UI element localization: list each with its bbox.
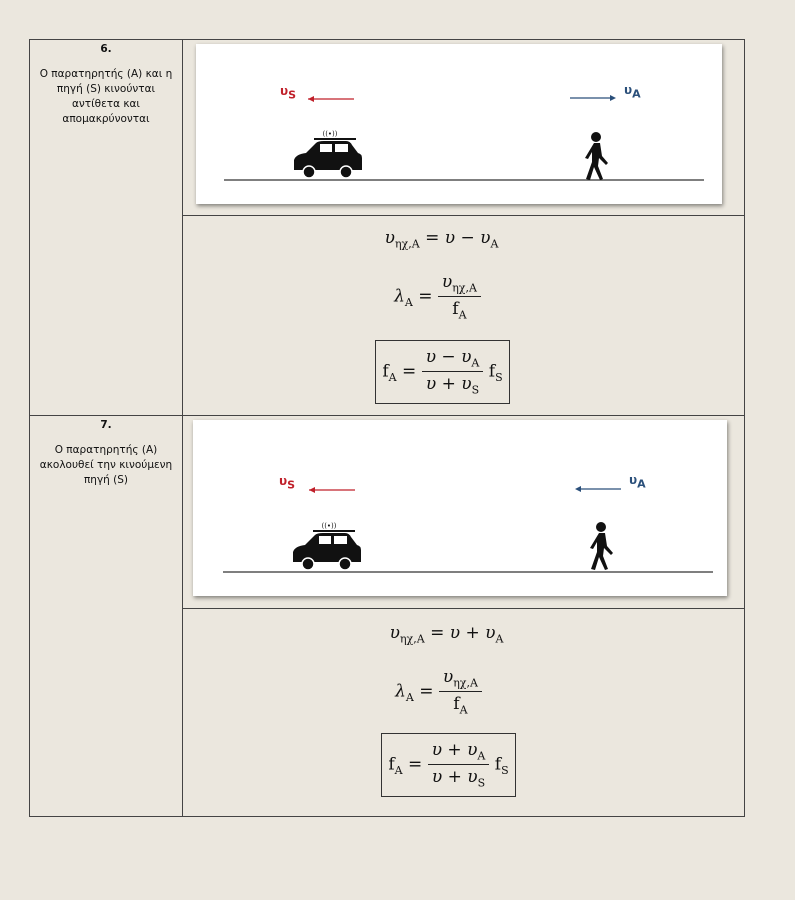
case-6-description: Ο παρατηρητής (A) και η πηγή (S) κινούνται αντίθετα και απομακρύνονται (39, 68, 173, 125)
case-7-equation-3: $f_A$ = $\frac{\upsilon + \upsilon_A}{\upsilon + \upsilon_S}$ $f_S$ (183, 733, 744, 797)
walking-person-icon (590, 522, 613, 570)
case-7-cell (30, 416, 183, 817)
case-6-equation-1: $\upsilon_{\eta\chi,A} = \upsilon - \upsilon_A$ (384, 228, 499, 251)
case-6-scene (183, 40, 745, 216)
case-7-equation-1: $\upsilon_{\eta\chi,A} = \upsilon + \upsilon_A$ (389, 623, 504, 646)
case-6-number: 6. (100, 43, 112, 55)
doppler-table (29, 39, 745, 817)
case-7-diagram-panel (193, 420, 727, 596)
case-7-va-label: $\upsilon_A$ (629, 473, 646, 491)
case-6-vs-label: $\upsilon_S$ (280, 84, 297, 102)
case-6-diagram-panel (196, 44, 722, 204)
svg-text:((•)): ((•)) (321, 522, 337, 530)
case-7-source-arrowhead (309, 487, 315, 493)
case-7-diagram (193, 420, 727, 596)
svg-text:((•)): ((•)) (322, 130, 338, 138)
case-6-source-arrowhead (308, 96, 314, 102)
car-icon (293, 522, 361, 570)
case-7-description: Ο παρατηρητής (A) ακολουθεί την κινούμενη πηγή (S) (39, 444, 173, 486)
case-7-formulas (183, 609, 745, 817)
case-7-equation-2: $\lambda_A$ = $\frac{\upsilon_{\eta\chi,A}}{f_A}$ (183, 667, 744, 717)
case-6-diagram (196, 44, 722, 204)
case-6-va-label: $\upsilon_A$ (624, 83, 641, 101)
case-7-observer-arrowhead (575, 486, 581, 492)
case-6-formulas (183, 216, 745, 416)
case-6-observer-arrowhead (610, 95, 616, 101)
walking-person-icon (585, 132, 608, 180)
case-6-cell (30, 40, 183, 416)
case-6-equation-3: $f_A$ = $\frac{\upsilon - \upsilon_A}{\upsilon + \upsilon_S}$ $f_S$ (183, 340, 744, 404)
case-7-number: 7. (100, 419, 112, 431)
car-icon (294, 130, 362, 178)
case-6-equation-2: $\lambda_A$ = $\frac{\upsilon_{\eta\chi,A}}{f_A}$ (183, 272, 744, 322)
case-7-scene (183, 416, 745, 609)
case-7-vs-label: $\upsilon_S$ (279, 474, 296, 492)
